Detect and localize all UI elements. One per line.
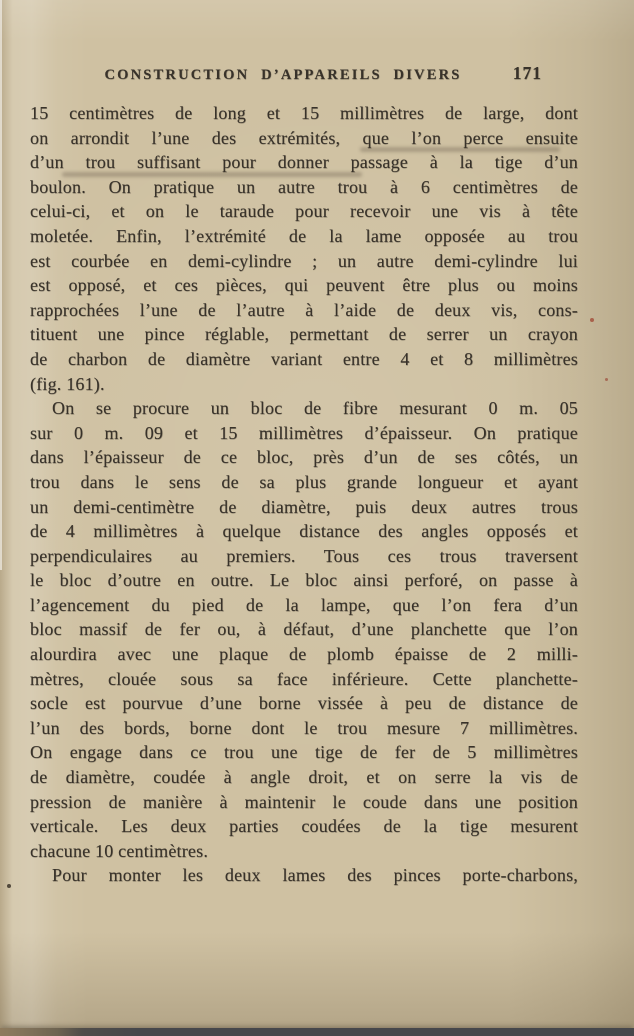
text-line: dans l’épaisseur de ce bloc, près d’un de ses côtés, un [30, 447, 578, 468]
text-line: l’un des bords, borne dont le trou mesure 7 millimètres. [30, 717, 578, 738]
text-line: verticale. Les deux parties coudées de la tige mesurent [30, 816, 578, 837]
page-number: 171 [512, 63, 542, 83]
text-line: l’agencement du pied de la lampe, que l’on fera d’un [30, 594, 578, 615]
running-header [0, 63, 634, 90]
text-line: chacune 10 centimètres. [30, 840, 209, 861]
text-line: est opposé, et ces pièces, qui peuvent être plus ou moins [30, 275, 578, 296]
text-line: sur 0 m. 09 et 15 millimètres d’épaisseur. On pratique [30, 422, 578, 443]
text-line: trou dans le sens de sa plus grande longueur et ayant [30, 471, 578, 492]
text-line: mètres, clouée sous sa face inférieure. Cette planchette- [30, 668, 578, 689]
scan-speck [590, 318, 594, 322]
text-line: le bloc d’outre en outre. Le bloc ainsi perforé, on passe à [30, 570, 578, 591]
text-line: socle est pourvue d’une borne vissée à peu de distance de [30, 693, 578, 714]
text-line: On se procure un bloc de fibre mesurant 0 m. 05 [52, 398, 578, 419]
page-bottom-edge [0, 1028, 634, 1036]
header-title: CONSTRUCTION D’APPAREILS DIVERS [104, 67, 462, 83]
text-line: 15 centimètres de long et 15 millimètres de large, dont [30, 103, 578, 123]
text-line: perpendiculaires au premiers. Tous ces trous traversent [30, 545, 578, 566]
text-line: tituent une pince réglable, permettant de serrer un crayon [30, 324, 578, 345]
text-line: est courbée en demi-cylindre ; un autre demi-cylindre lui [30, 250, 578, 271]
text-line: de 4 millimètres à quelque distance des angles opposés et [30, 521, 578, 542]
text-line: de charbon de diamètre variant entre 4 et 8 millimètres [30, 348, 578, 369]
text-line: pression de manière à maintenir le coude dans une position [30, 791, 578, 812]
text-line: On engage dans ce trou une tige de fer de 5 millimètres [30, 742, 578, 763]
text-line: celui-ci, et on le taraude pour recevoir une vis à tête [30, 201, 578, 222]
text-line: (fig. 161). [30, 373, 105, 394]
text-line: moletée. Enfin, l’extrémité de la lame opposée au trou [30, 225, 578, 246]
page-left-edge [0, 0, 2, 570]
text-line: bloc massif de fer ou, à défaut, d’une planchette que l’on [30, 619, 578, 640]
text-line: alourdira avec une plaque de plomb épaisse de 2 milli- [30, 644, 578, 665]
scan-speck [7, 884, 11, 888]
text-line: un demi-centimètre de diamètre, puis deux autres trous [30, 496, 578, 517]
text-line: Pour monter les deux lames des pinces porte-charbons, [52, 865, 578, 886]
body-text [30, 101, 578, 888]
text-line: boulon. On pratique un autre trou à 6 centimètres de [30, 176, 578, 197]
text-line: rapprochées l’une de l’autre à l’aide de deux vis, cons- [30, 299, 578, 320]
text-line: d’un trou suffisant pour donner passage à la tige d’un [30, 152, 578, 173]
scan-speck [605, 378, 608, 381]
text-line: on arrondit l’une des extrémités, que l’on perce ensuite [30, 127, 578, 148]
text-line: de diamètre, coudée à angle droit, et on serre la vis de [30, 767, 578, 788]
